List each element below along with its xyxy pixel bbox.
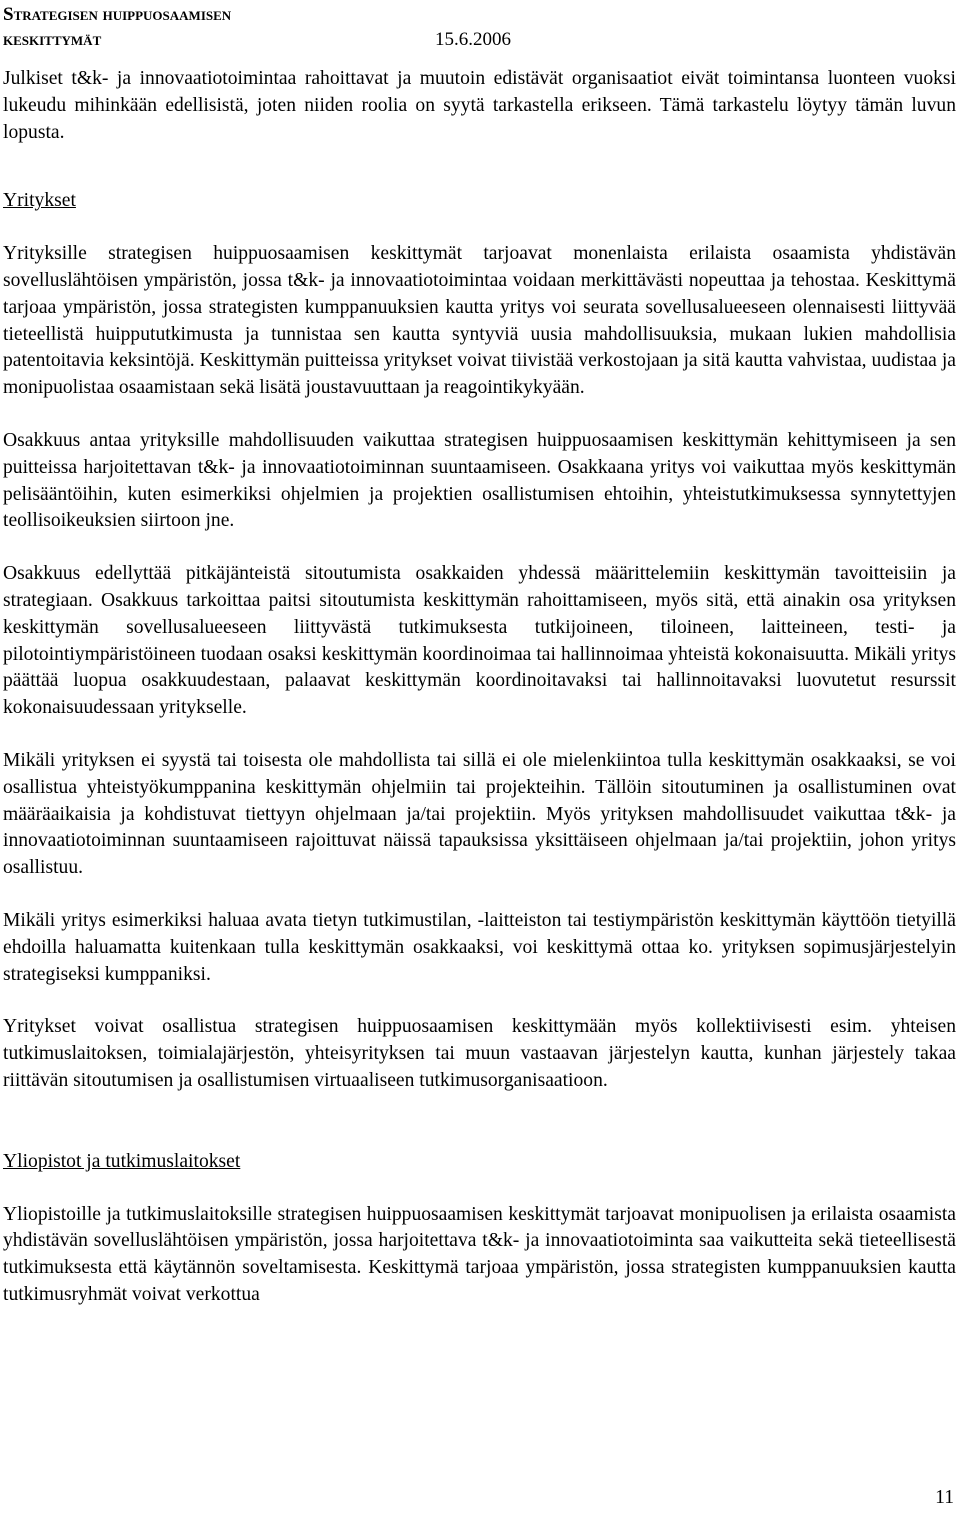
header-title-row-2 bbox=[3, 27, 511, 52]
document-body bbox=[3, 66, 956, 1335]
page-number: 11 bbox=[935, 1487, 954, 1508]
header-title-line2: keskittymät bbox=[3, 29, 102, 50]
section-heading-yritykset: Yritykset bbox=[3, 190, 76, 212]
body-paragraph: Osakkuus edellyttää pitkäjänteistä sitoutumista osakkaiden yhdessä määrittelemiin keskittymän tavoitteisiin ja strategiaan. Osakkuus tarkoittaa paitsi sitoutumista keskittymän rahoittamiseen, myös sitä, että ainakin osa yrityksen keskittymän sovellusalueeseen liittyvästä tutkimuksesta tutkijoineen, tiloineen, laitteineen, testi- ja pilotointiympäristöineen tuodaan osaksi keskittymän koordinoimaa tai hallinnoimaa yhteistä kokonaisuutta. Mikäli yritys päättää luopua osakkuudestaan, palaavat keskittymän koordinoitavaksi tai hallinnoitavaksi luovutetut resurssit kokonaisuudessaan yritykselle. bbox=[3, 563, 956, 719]
intro-paragraph: Julkiset t&k- ja innovaatiotoimintaa rahoittavat ja muutoin edistävät organisaatiot eivät toimintansa luonteen vuoksi lukeudu mihinkään edellisistä, joten niiden roolia on syytä tarkastella erikseen. Tämä tarkastelu löytyy tämän luvun lopusta. bbox=[3, 68, 956, 143]
body-paragraph: Mikäli yritys esimerkiksi haluaa avata tietyn tutkimustilan, -laitteiston tai testiympäristön keskittymän käyttöön tietyillä ehdoilla haluamatta kuitenkaan tulla keskittymän osakkaaksi, voi keskittymä ottaa ko. yrityksen sopimusjärjestelyin strategiseksi kumppaniksi. bbox=[3, 909, 956, 985]
header-date: 15.6.2006 bbox=[435, 29, 511, 50]
header-title-line1: Strategisen huippuosaamisen bbox=[3, 4, 232, 25]
body-paragraph: Yritykset voivat osallistua strategisen huippuosaamisen keskittymään myös kollektiivisesti esim. yhteisen tutkimuslaitoksen, toimialajärjestön, yhteisyrityksen tai muun vastaavan järjestelyn kautta, kunhan järjestely takaa riittävän sitoutumisen ja osallistumisen virtuaaliseen tutkimusorganisaatioon. bbox=[3, 1016, 956, 1091]
section-heading-yliopistot: Yliopistot ja tutkimuslaitokset bbox=[3, 1150, 241, 1172]
body-paragraph: Yrityksille strategisen huippuosaamisen keskittymät tarjoavat monenlaista erilaista osaamista yhdistävän sovelluslähtöisen ympäristön, jossa t&k- ja innovaatiotoimintaa voidaan merkittävästi nopeuttaa ja tehostaa. Keskittymä tarjoaa ympäristön, jossa strategisten kumppanuuksien kautta yritys voi seurata sovellusalueeseen olennaisesti liittyvää tieteellistä huippututkimusta ja tunnistaa sen kautta syntyviä uusia mahdollisuuksia, mukaan lukien mahdollisia patentoitavia keksintöjä. Keskittymän puitteissa yritykset voivat tiivistää verkostojaan ja sitä kautta vahvistaa, uudistaa ja monipuolistaa osaamistaan sekä lisätä joustavuuttaan ja reagointikykyään. bbox=[3, 243, 956, 399]
header-title-row-1 bbox=[3, 2, 511, 27]
body-paragraph: Osakkuus antaa yrityksille mahdollisuuden vaikuttaa strategisen huippuosaamisen keskittymän kehittymiseen ja sen puitteissa harjoitettavan t&k- ja innovaatiotoiminnan suuntaamiseen. Osakkaana yritys voi vaikuttaa myös keskittymän pelisääntöihin, kuten esimerkiksi ohjelmien ja projektien osallistumisen ehtoihin, yhteistutkimuksessa synnytettyjen teollisoikeuksien siirtoon jne. bbox=[3, 429, 956, 532]
body-paragraph: Mikäli yrityksen ei syystä tai toisesta ole mahdollista tai sillä ei ole mielenkiintoa tulla keskittymän osakkaaksi, se voi osallistua yhteistyökumppanina keskittymän ohjelmiin tai projekteihin. Tällöin sitoutuminen ja osallistuminen ovat määräaikaisia ja kohdistuvat tiettyyn ohjelmaan ja/tai projektiin. Myös yrityksen mahdollisuudet vaikuttaa t&k- ja innovaatiotoiminnan suuntaamiseen rajoittuvat näissä tapauksissa yksittäiseen ohjelmaan ja/tai projektiin, johon yritys osallistuu. bbox=[3, 749, 956, 879]
body-paragraph: Yliopistoille ja tutkimuslaitoksille strategisen huippuosaamisen keskittymät tarjoavat monipuolisen ja erilaista osaamista yhdistävän sovelluslähtöisen ympäristön, jossa harjoitettava t&k- ja innovaatiotoiminta saa vaikutteita sekä tieteellisestä tutkimuksesta että käytännön soveltamisesta. Keskittymä tarjoaa ympäristön, jossa strategisten kumppanuuksien kautta tutkimusryhmät voivat verkottua bbox=[3, 1203, 956, 1305]
page-header bbox=[3, 2, 511, 52]
